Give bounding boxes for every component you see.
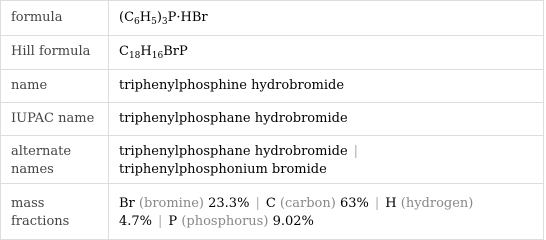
alternate-name: triphenylphosphonium bromide (119, 162, 327, 177)
element-symbol: P (168, 214, 178, 229)
alternate-name: triphenylphosphane hydrobromide (119, 144, 348, 159)
row-label-hill-formula: Hill formula (1, 36, 109, 70)
alternate-names-value (109, 136, 544, 184)
element-symbol: Br (119, 196, 135, 211)
row-label-alternate-names: alternate names (1, 136, 109, 184)
row-label-iupac-name: IUPAC name (1, 103, 109, 136)
separator: | (353, 144, 359, 159)
formula-part: (C (119, 10, 135, 25)
table-row (1, 184, 544, 240)
mass-percent: 23.3% (208, 196, 250, 211)
formula-subscript: 3 (161, 17, 168, 27)
mass-percent: 4.7% (119, 214, 153, 229)
formula-part: H (139, 10, 152, 25)
table-row (1, 36, 544, 70)
hill-formula-value (109, 36, 544, 70)
mass-fraction-item (119, 196, 249, 211)
formula-part: P·HBr (167, 10, 208, 25)
row-label-name: name (1, 70, 109, 103)
separator: | (374, 196, 380, 211)
formula-subscript: 18 (128, 51, 141, 61)
element-name: (phosphorus) (181, 214, 269, 229)
formula-part: C (119, 44, 129, 59)
table-row (1, 70, 544, 103)
separator: | (255, 196, 260, 211)
formula-subscript: 5 (151, 17, 157, 27)
mass-fraction-item (266, 196, 369, 211)
element-name: (carbon) (279, 196, 336, 211)
table-row (1, 136, 544, 184)
element-name: (hydrogen) (400, 196, 474, 211)
name-value: triphenylphosphine hydrobromide (109, 70, 544, 103)
table-row (1, 103, 544, 136)
row-label-mass-fractions: mass fractions (1, 184, 109, 240)
element-symbol: H (385, 196, 397, 211)
separator: | (158, 214, 163, 229)
mass-percent: 63% (339, 196, 369, 211)
formula-value (109, 1, 544, 36)
formula-subscript: 6 (134, 17, 140, 27)
formula-part: H (140, 44, 152, 59)
element-symbol: C (265, 196, 276, 211)
formula-part: ) (156, 10, 162, 25)
mass-fraction-item (168, 214, 313, 229)
formula-part: BrP (163, 44, 188, 59)
mass-fractions-value (109, 184, 544, 240)
row-label-formula: formula (1, 1, 109, 36)
iupac-name-value: triphenylphosphane hydrobromide (109, 103, 544, 136)
element-name: (bromine) (138, 196, 204, 211)
table-row (1, 1, 544, 36)
mass-percent: 9.02% (272, 214, 314, 229)
formula-subscript: 16 (151, 51, 164, 61)
